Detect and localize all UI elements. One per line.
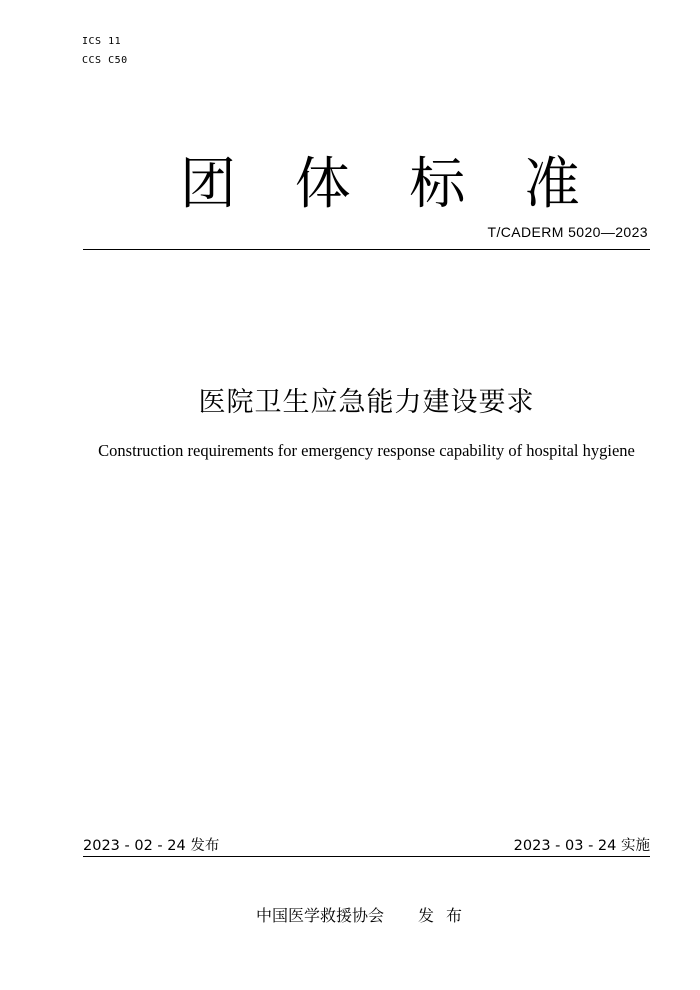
issuer-action: 发布: [418, 906, 475, 925]
category-char-1: 团: [180, 152, 236, 217]
effective-date: 2023 - 03 - 24 实施: [513, 838, 650, 854]
header-divider: [83, 249, 650, 250]
issuer-organization: 中国医学救援协会: [256, 906, 385, 925]
category-char-2: 体: [294, 152, 351, 217]
category-char-4: 准: [523, 152, 580, 217]
publish-date: 2023 - 02 - 24 发布: [83, 838, 220, 854]
document-title-chinese: 医院卫生应急能力建设要求: [198, 387, 535, 418]
category-char-3: 标: [409, 152, 466, 217]
ics-code: ICS 11: [82, 36, 122, 47]
standard-number: T/CADERM 5020—2023: [487, 224, 648, 240]
issuer-line: [256, 903, 474, 926]
document-title-english: Construction requirements for emergency response capability of hospital hygiene: [98, 441, 635, 460]
ccs-code: CCS C50: [82, 55, 128, 66]
footer-divider: [83, 856, 650, 857]
standard-category-heading: [180, 150, 580, 220]
